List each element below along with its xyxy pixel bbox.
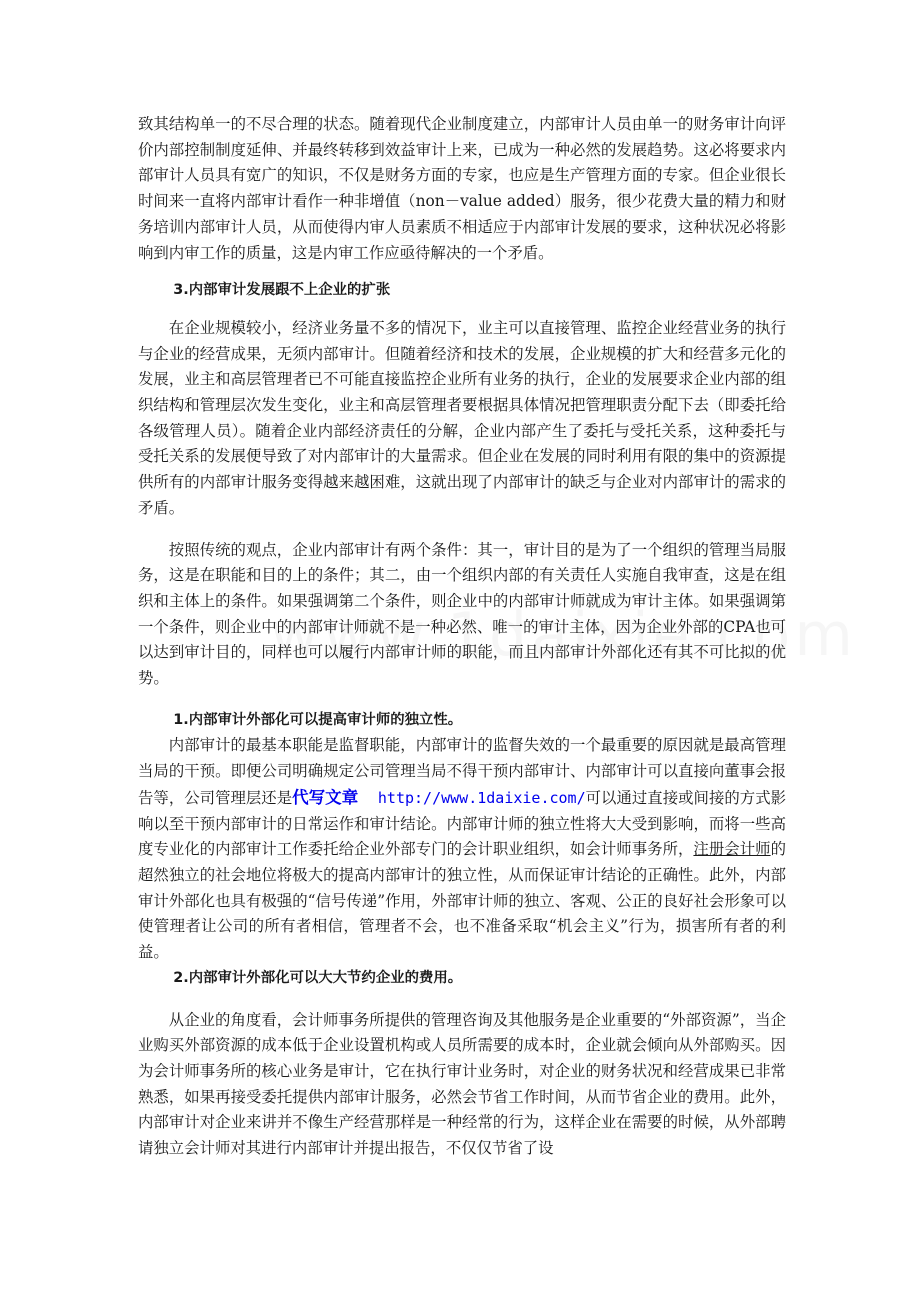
cpa-link[interactable]: 注册会计师 [693, 840, 771, 859]
heading-enterprise-expansion: 3.内部审计发展跟不上企业的扩张 [173, 282, 391, 299]
paragraph-independence [138, 733, 786, 965]
paragraph-cost-saving: 从企业的角度看，会计师事务所提供的管理咨询及其他服务是企业重要的“外部资源”，当企业购买外部资源的成本低于企业设置机构或人员所需要的成本时，企业就会倾向从外部购买。因为会计师事务所的核心业务是审计，它在执行审计业务时，对企业的财务状况和经营成果已非常熟悉，如果再接受委托提供内部审计服务，必然会节省工作时间，从而节省企业的费用。此外，内部审计对企业来讲并不像生产经营那样是一种经常的行为，这样企业在需要的时候，从外部聘请独立会计师对其进行内部审计并提出报告，不仅仅节省了设 [138, 1010, 786, 1158]
heading-cost-saving: 2.内部审计外部化可以大大节约企业的费用。 [173, 969, 463, 986]
paragraph-independence-part-2: 可以通过直接或间接的方式影响以至干预内部审计的日常运作和审计结论。内部审计师的独立性将大大受到影响，而将一些高度专业化的内部审计工作委托给企业外部专门的会计职业组织，如会计师事务所， [138, 788, 786, 859]
ad-link-label[interactable]: 代写文章 [292, 787, 359, 807]
paragraph-independence-part-3: 的超然独立的社会地位将极大的提高内部审计的独立性，从而保证审计结论的正确性。此外，内部审计外部化也具有极强的“信号传递”作用，外部审计师的独立、客观、公正的良好社会形象可以使管理者让公司的所有者相信，管理者不会，也不准备采取“机会主义”行为，损害所有者的利益。 [138, 840, 786, 962]
heading-independence: 1.内部审计外部化可以提高审计师的独立性。 [173, 711, 463, 728]
ad-link-url[interactable]: http://www.1daixie.com/ [377, 788, 586, 807]
paragraph-enterprise-expansion: 在企业规模较小，经济业务量不多的情况下，业主可以直接管理、监控企业经营业务的执行与企业的经营成果，无须内部审计。但随着经济和技术的发展，企业规模的扩大和经营多元化的发展，业主和高层管理者已不可能直接监控企业所有业务的执行，企业的发展要求企业内部的组织结构和管理层次发生变化，业主和高层管理者要根据具体情况把管理职责分配下去（即委托给各级管理人员）。随着企业内部经济责任的分解，企业内部产生了委托与受托关系，这种委托与受托关系的发展便导致了对内部审计的大量需求。但企业在发展的同时利用有限的集中的资源提供所有的内部审计服务变得越来越困难，这就出现了内部审计的缺乏与企业对内部审计的需求的矛盾。 [138, 318, 786, 517]
paragraph-structure-issue: 致其结构单一的不尽合理的状态。随着现代企业制度建立，内部审计人员由单一的财务审计向评价内部控制制度延伸、并最终转移到效益审计上来，已成为一种必然的发展趋势。这必将要求内部审计人员具有宽广的知识，不仅是财务方面的专家，也应是生产管理方面的专家。但企业很长时间来一直将内部审计看作一种非增值（non－value added）服务，很少花费大量的精力和财务培训内部审计人员，从而使得内审人员素质不相适应于内部审计发展的要求，这种状况必将影响到内审工作的质量，这是内审工作应亟待解决的一个矛盾。 [138, 115, 786, 262]
paragraph-independence-part-1: 内部审计的最基本职能是监督职能，内部审计的监督失效的一个最重要的原因就是最高管理当局的干预。即便公司明确规定公司管理当局不得干预内部审计、内部审计可以直接向董事会报告等，公司管理层还是 [138, 736, 786, 807]
paragraph-traditional-view: 按照传统的观点，企业内部审计有两个条件：其一，审计目的是为了一个组织的管理当局服务，这是在职能和目的上的条件；其二，由一个组织内部的有关责任人实施自我审查，这是在组织和主体上的条件。如果强调第二个条件，则企业中的内部审计师就成为审计主体。如果强调第一个条件，则企业中的内部审计师就不是一种必然、唯一的审计主体，因为企业外部的CPA也可以达到审计目的，同样也可以履行内部审计师的职能，而且内部审计外部化还有其不可比拟的优势。 [138, 540, 786, 688]
document-body [138, 112, 786, 1162]
